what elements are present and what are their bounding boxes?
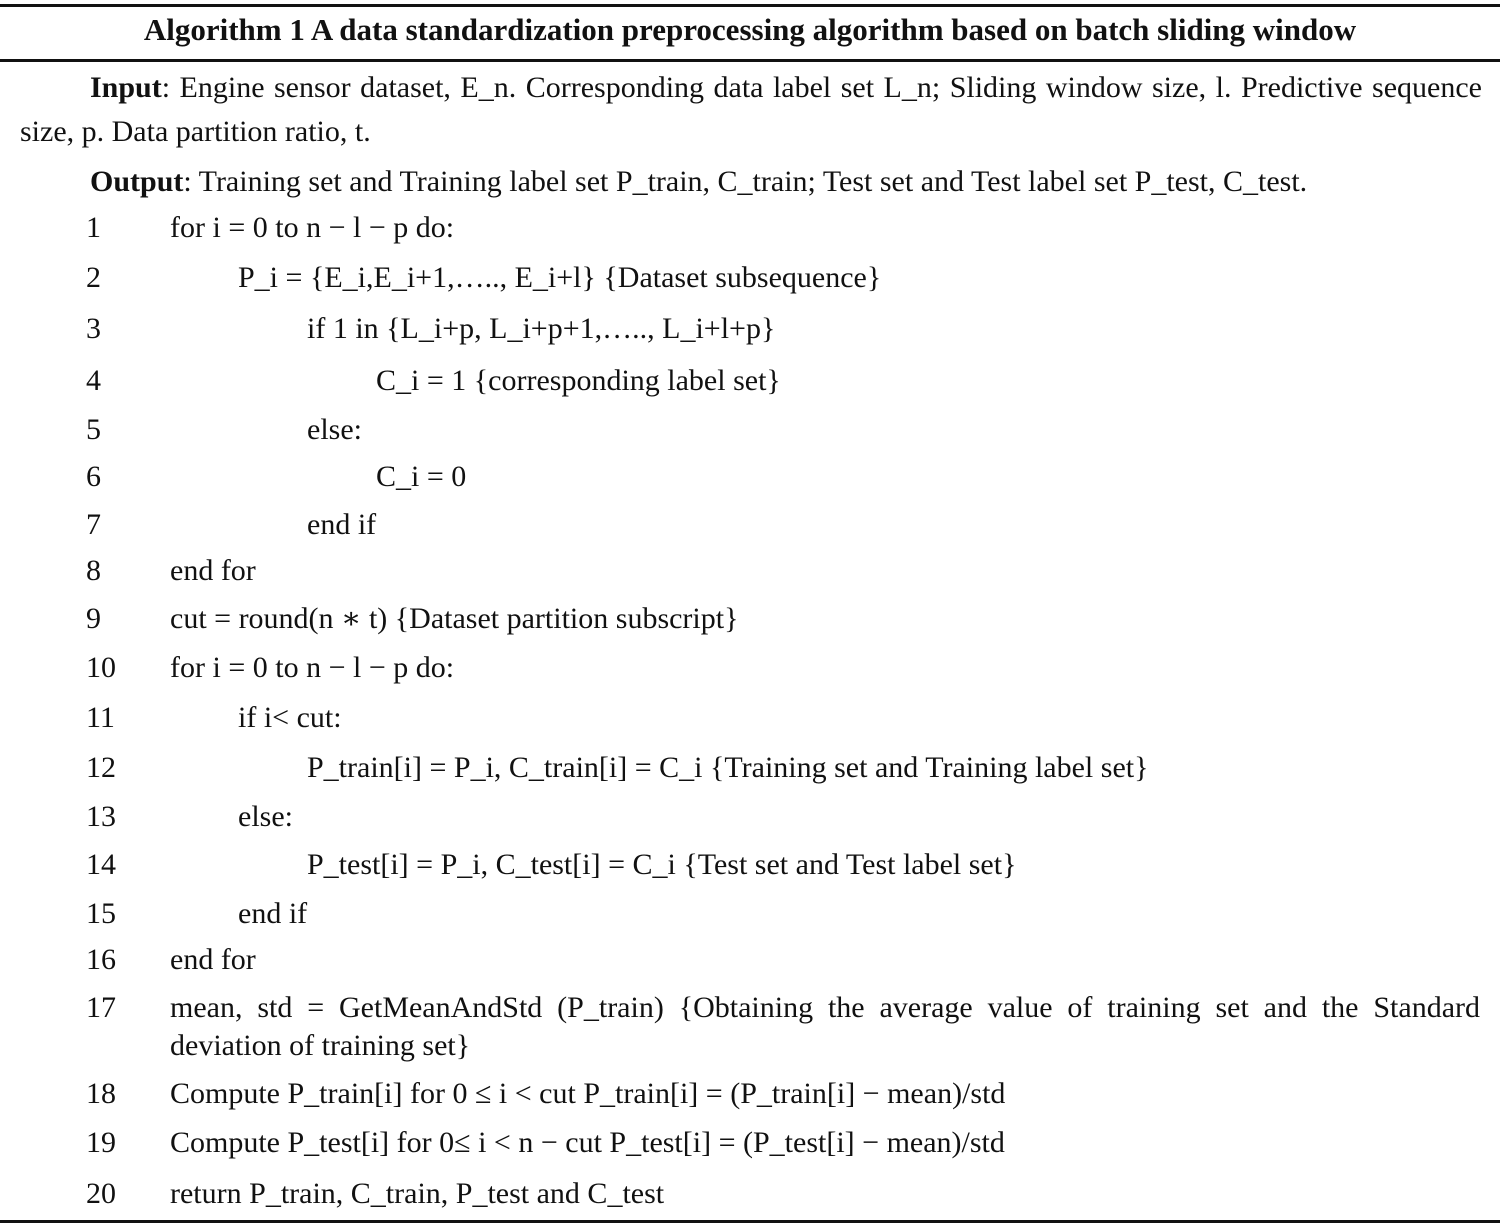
line-number: 11 <box>86 701 115 734</box>
line-code: Compute P_train[i] for 0 ≤ i < cut P_train[i] = (P_train[i] − mean)/std <box>170 1077 1006 1110</box>
bottom-rule <box>0 1220 1500 1223</box>
output-label: Output <box>90 165 184 198</box>
line-code: C_i = 1 {corresponding label set} <box>376 364 781 397</box>
line-code: if 1 in {L_i+p, L_i+p+1,….., L_i+l+p} <box>307 312 776 345</box>
line-number: 10 <box>86 651 116 684</box>
line-code: for i = 0 to n − l − p do: <box>170 651 455 684</box>
line-code: Compute P_test[i] for 0≤ i < n − cut P_test[i] = (P_test[i] − mean)/std <box>170 1126 1005 1159</box>
line-number: 6 <box>86 460 101 493</box>
header-rule <box>0 59 1500 62</box>
line-number: 15 <box>86 897 116 930</box>
line-code: end for <box>170 943 256 976</box>
input-text: : Engine sensor dataset, E_n. Corresponding data label set L_n; Sliding window size, l. Predictive sequence size, p. Data partition ratio, t. <box>20 71 1482 148</box>
line-number: 9 <box>86 602 101 635</box>
line-number: 20 <box>86 1177 116 1210</box>
line-number: 4 <box>86 364 101 397</box>
line-number: 8 <box>86 554 101 587</box>
line-code: P_train[i] = P_i, C_train[i] = C_i {Training set and Training label set} <box>307 751 1149 784</box>
top-rule <box>0 4 1500 7</box>
line-code: cut = round(n ∗ t) {Dataset partition subscript} <box>170 602 739 635</box>
line-number: 14 <box>86 848 116 881</box>
line-number: 3 <box>86 312 101 345</box>
line-number: 16 <box>86 943 116 976</box>
line-code: P_i = {E_i,E_i+1,….., E_i+l} {Dataset subsequence} <box>238 261 882 294</box>
line-number: 19 <box>86 1126 116 1159</box>
line-code: end for <box>170 554 256 587</box>
line-code: for i = 0 to n − l − p do: <box>170 211 455 244</box>
line-code: else: <box>238 800 293 833</box>
line-code: mean, std = GetMeanAndStd (P_train) {Obtaining the average value of training set and the Standard deviation of training set} <box>170 991 1480 1062</box>
input-spec <box>20 66 1482 154</box>
algorithm-title: Algorithm 1 A data standardization preprocessing algorithm based on batch sliding window <box>143 12 1357 47</box>
input-label: Input <box>90 71 162 104</box>
line-number: 2 <box>86 261 101 294</box>
line-number: 7 <box>86 508 101 541</box>
line-code: P_test[i] = P_i, C_test[i] = C_i {Test set and Test label set} <box>307 848 1017 881</box>
output-text: : Training set and Training label set P_train, C_train; Test set and Test label set P_test, C_test. <box>183 165 1308 198</box>
line-number: 12 <box>86 751 116 784</box>
line-code: return P_train, C_train, P_test and C_test <box>170 1177 665 1210</box>
line-number: 17 <box>86 991 116 1024</box>
line-number: 13 <box>86 800 116 833</box>
line-code: else: <box>307 413 362 446</box>
line-number: 5 <box>86 413 101 446</box>
output-spec <box>20 160 1482 204</box>
line-code: C_i = 0 <box>376 460 467 493</box>
line-number: 1 <box>86 211 101 244</box>
line-code: end if <box>238 897 308 930</box>
line-code: end if <box>307 508 377 541</box>
line-number: 18 <box>86 1077 116 1110</box>
line-code: if i< cut: <box>238 701 342 734</box>
